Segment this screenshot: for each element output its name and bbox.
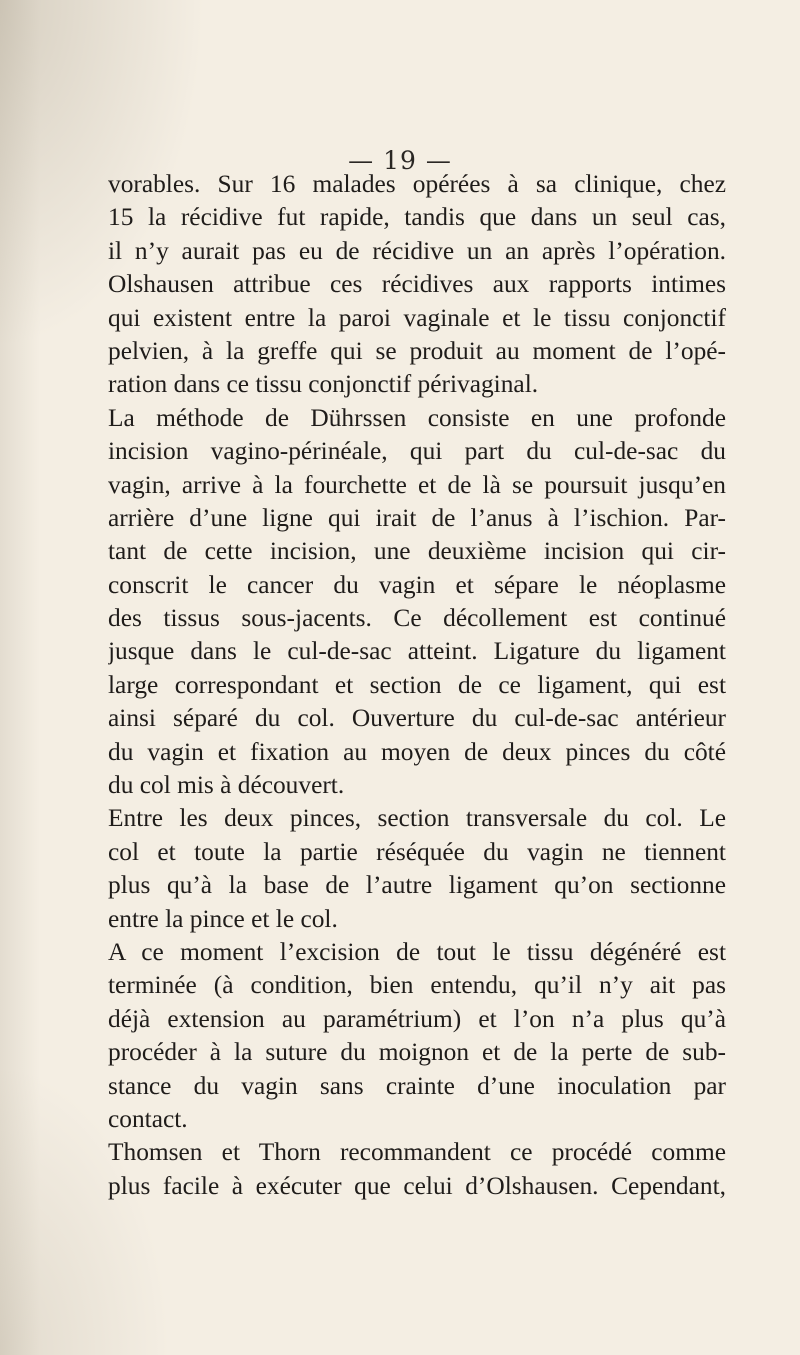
text-line: large correspondant et section de ce ligament, qui est [108, 670, 726, 699]
text-line: déjà extension au paramétrium) et l’on n’a plus qu’à [108, 1004, 726, 1033]
text-line: vorables. Sur 16 malades opérées à sa clinique, chez [108, 170, 726, 198]
text-line: ainsi séparé du col. Ouverture du cul-de-sac antérieur [108, 704, 726, 733]
body-text [108, 168, 726, 1203]
text-line: entre la pince et le col. [108, 904, 338, 933]
text-line: du col mis à découvert. [108, 771, 345, 800]
text-line: vagin, arrive à la fourchette et de là se poursuit jusqu’en [108, 470, 726, 499]
text-line: qui existent entre la paroi vaginale et le tissu conjonctif [108, 303, 726, 332]
text-line: arrière d’une ligne qui irait de l’anus à l’ischion. Par- [108, 503, 726, 532]
text-line: 15 la récidive fut rapide, tandis que dans un seul cas, [108, 203, 726, 232]
text-line: col et toute la partie réséquée du vagin ne tiennent [108, 837, 726, 866]
text-line: terminée (à condition, bien entendu, qu’il n’y ait pas [108, 971, 726, 1000]
text-line: Entre les deux pinces, section transversale du col. Le [108, 804, 726, 833]
text-line: stance du vagin sans crainte d’une inoculation par [108, 1071, 726, 1100]
text-line: il n’y aurait pas eu de récidive un an après l’opération. [108, 236, 726, 265]
text-line: ration dans ce tissu conjonctif périvaginal. [108, 370, 539, 399]
text-line: plus facile à exécuter que celui d’Olshausen. Cependant, [108, 1171, 726, 1200]
text-line: Olshausen attribue ces récidives aux rapports intimes [108, 270, 726, 299]
text-line: Thomsen et Thorn recommandent ce procédé comme [108, 1138, 726, 1167]
text-line: jusque dans le cul-de-sac atteint. Ligature du ligament [108, 637, 726, 666]
page-number: — 19 — [348, 146, 452, 175]
text-line: tant de cette incision, une deuxième incision qui cir- [108, 537, 726, 566]
text-line: pelvien, à la greffe qui se produit au moment de l’opé- [108, 336, 726, 365]
text-line: A ce moment l’excision de tout le tissu dégénéré est [108, 937, 726, 966]
text-line: du vagin et fixation au moyen de deux pinces du côté [108, 737, 726, 766]
text-line: La méthode de Dührssen consiste en une profonde [108, 403, 726, 432]
text-line: incision vagino-périnéale, qui part du cul-de-sac du [108, 437, 726, 466]
text-line: procéder à la suture du moignon et de la perte de sub- [108, 1038, 726, 1067]
text-line: contact. [108, 1104, 188, 1133]
text-line: plus qu’à la base de l’autre ligament qu’on sectionne [108, 871, 726, 900]
text-line: des tissus sous-jacents. Ce décollement est continué [108, 604, 726, 633]
text-line: conscrit le cancer du vagin et sépare le néoplasme [108, 570, 726, 599]
